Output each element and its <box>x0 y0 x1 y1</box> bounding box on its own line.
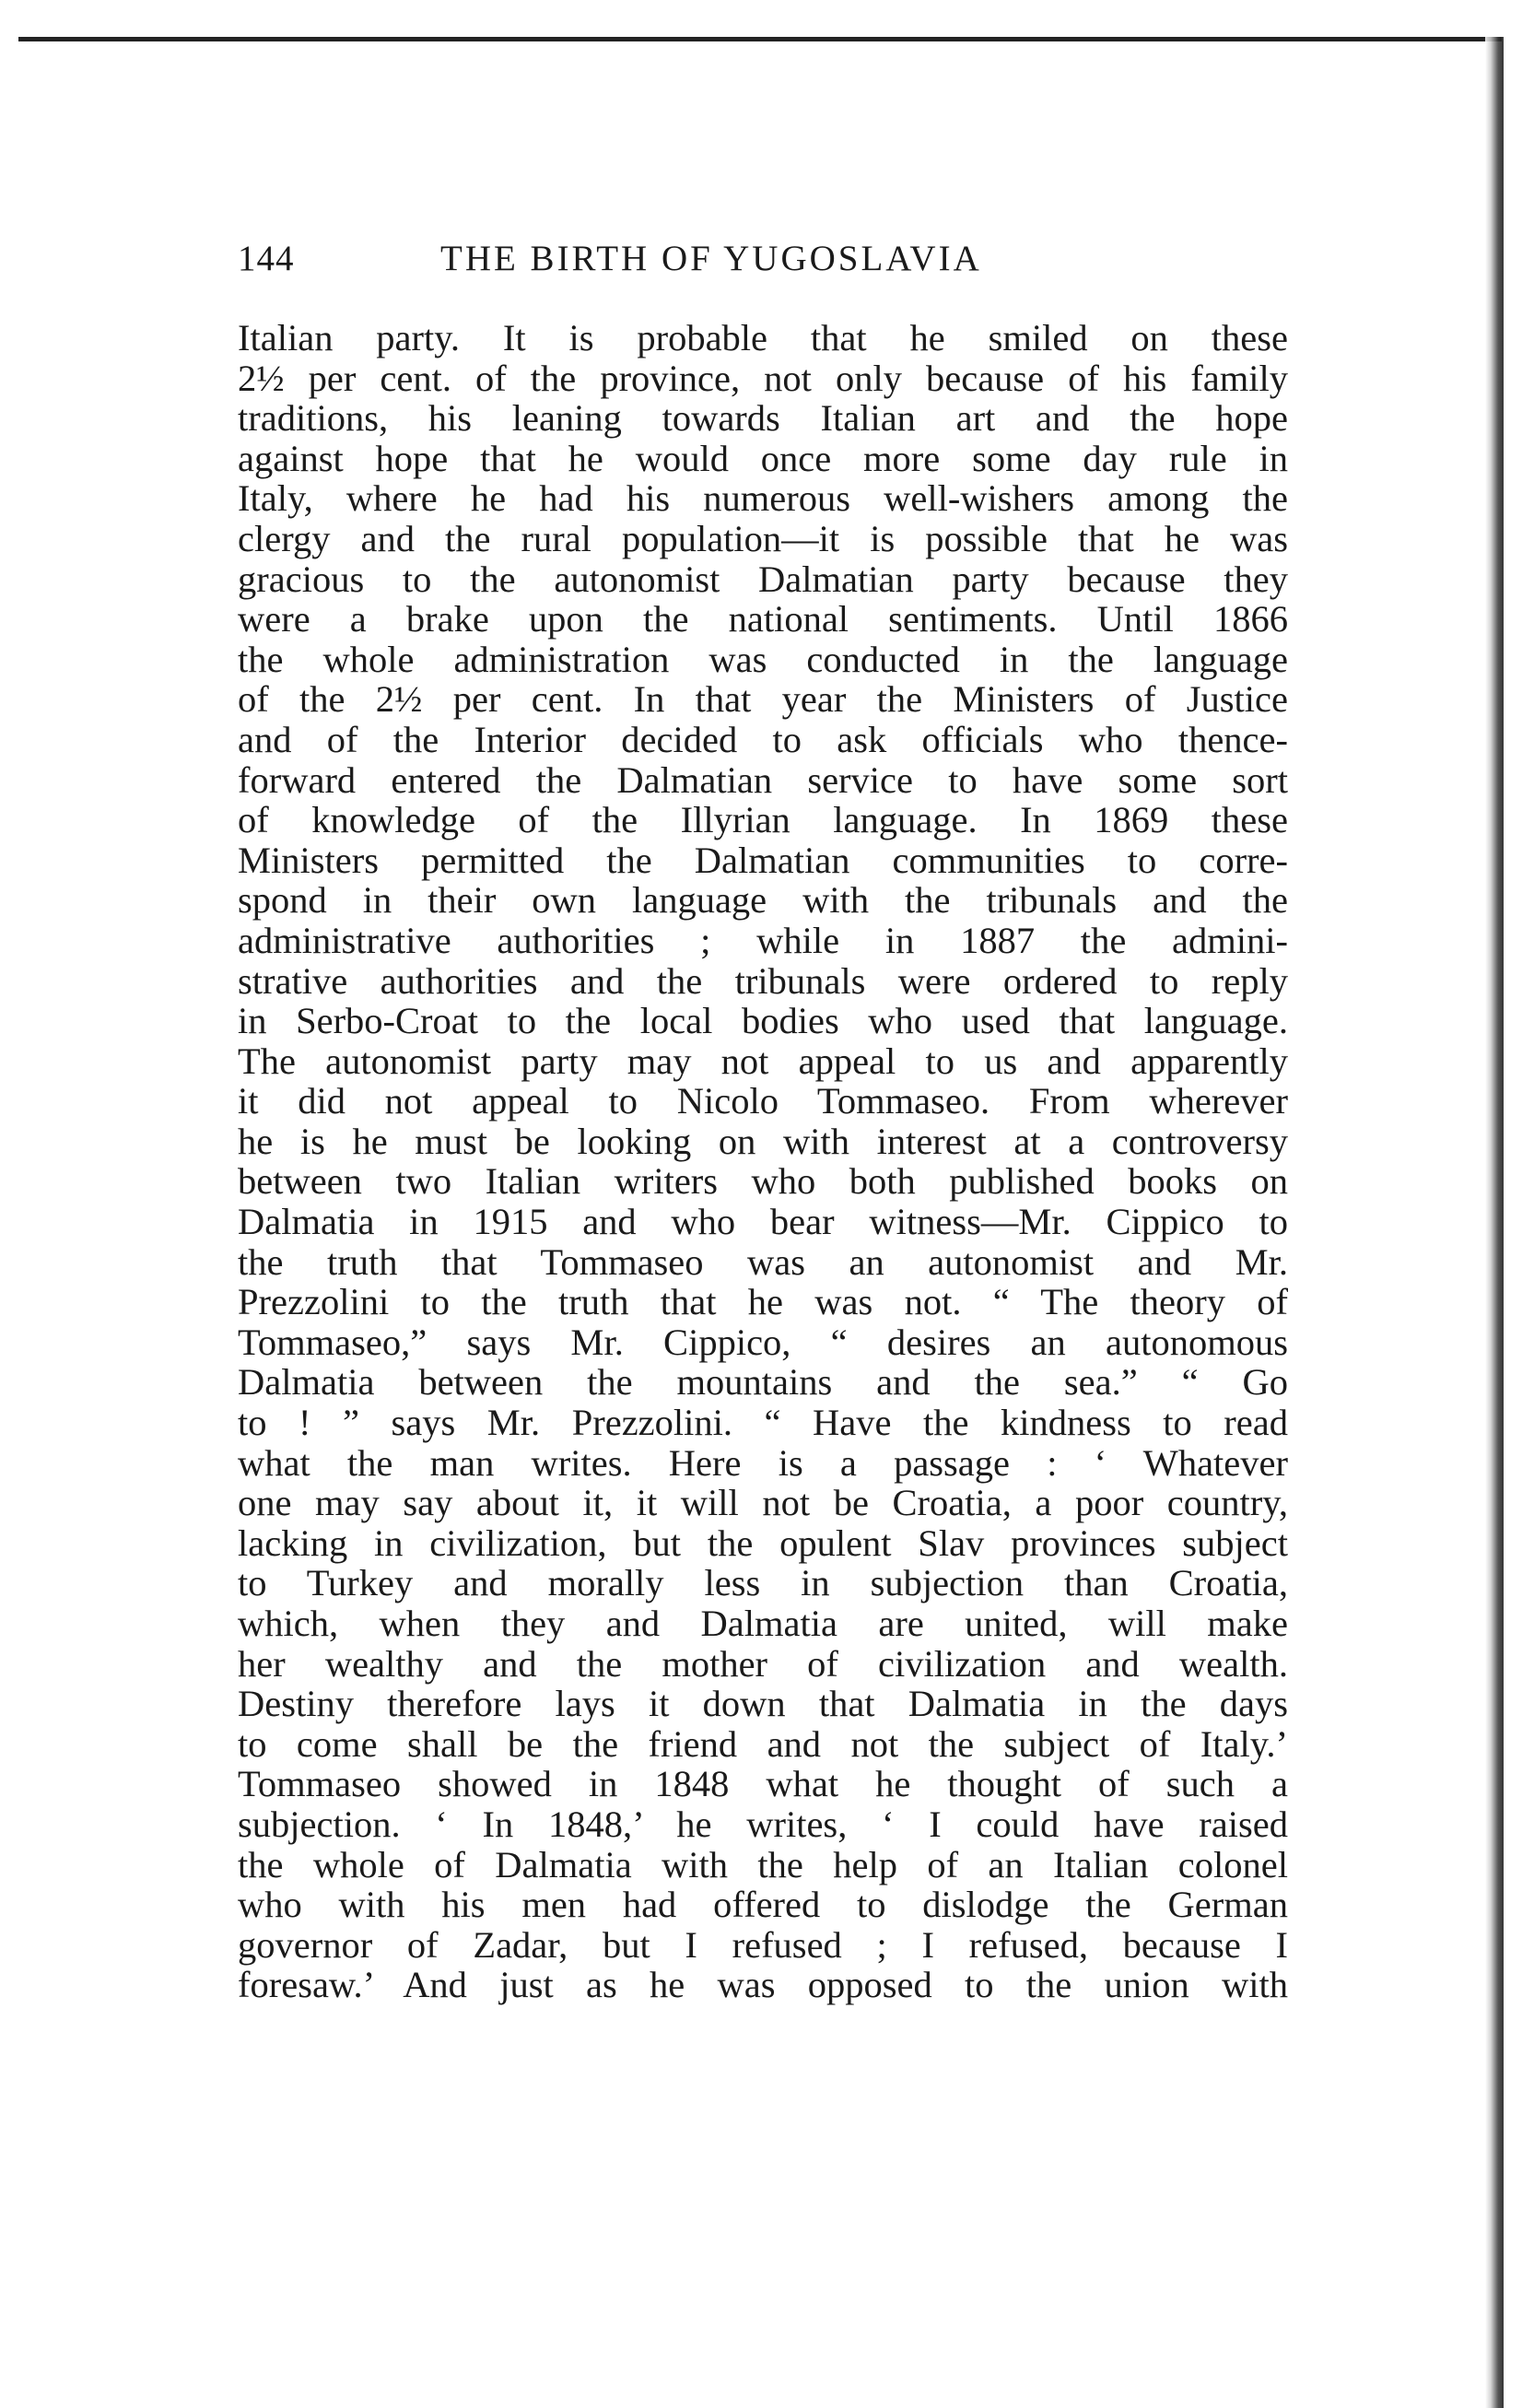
running-header <box>238 236 1288 282</box>
text-line: what the man writes. Here is a passage : ‘ Whatever <box>238 1441 1288 1484</box>
page-number: 144 <box>238 239 295 278</box>
text-line: administrative authorities ; while in 1887 the admini- <box>238 919 1288 961</box>
text-line: 2½ per cent. of the province, not only because of his family <box>238 357 1288 399</box>
text-line: Tommaseo showed in 1848 what he thought of such a <box>238 1763 1288 1805</box>
text-line: Ministers permitted the Dalmatian communities to corre- <box>238 839 1288 881</box>
text-line: to ! ” says Mr. Prezzolini. “ Have the kindness to read <box>238 1402 1288 1444</box>
text-line: one may say about it, it will not be Croatia, a poor country, <box>238 1482 1288 1524</box>
body-text <box>238 318 1288 2005</box>
text-line: her wealthy and the mother of civilization and wealth. <box>238 1642 1288 1685</box>
text-line: the whole administration was conducted in the language <box>238 638 1288 680</box>
text-line: lacking in civilization, but the opulent Slav provinces subject <box>238 1521 1288 1564</box>
text-line: governor of Zadar, but I refused ; I refused, because I <box>238 1923 1288 1966</box>
text-line: forward entered the Dalmatian service to have some sort <box>238 758 1288 801</box>
page-edge-shadow <box>1485 37 1504 2408</box>
text-line: in Serbo-Croat to the local bodies who used that language. <box>238 1000 1288 1042</box>
text-line: the whole of Dalmatia with the help of an Italian colonel <box>238 1843 1288 1885</box>
text-line: foresaw.’ And just as he was opposed to the union with <box>238 1964 1288 2006</box>
text-line: Italy, where he had his numerous well-wishers among the <box>238 477 1288 520</box>
text-line: to come shall be the friend and not the subject of Italy.’ <box>238 1722 1288 1765</box>
text-line: Italian party. It is probable that he smiled on these <box>238 317 1288 358</box>
text-line: strative authorities and the tribunals were ordered to reply <box>238 959 1288 1002</box>
text-line: it did not appeal to Nicolo Tommaseo. From wherever <box>238 1080 1288 1122</box>
text-line: Destiny therefore lays it down that Dalmatia in the days <box>238 1683 1288 1725</box>
text-line: clergy and the rural population—it is possible that he was <box>238 517 1288 559</box>
text-line: of knowledge of the Illyrian language. In 1869 these <box>238 799 1288 841</box>
text-line: between two Italian writers who both published books on <box>238 1160 1288 1203</box>
text-line: of the 2½ per cent. In that year the Ministers of Justice <box>238 678 1288 721</box>
text-line: traditions, his leaning towards Italian art and the hope <box>238 397 1288 440</box>
top-border-rule <box>18 37 1502 41</box>
text-line: Prezzolini to the truth that he was not. “ The theory of <box>238 1281 1288 1323</box>
text-line: and of the Interior decided to ask officials who thence- <box>238 718 1288 760</box>
text-line: who with his men had offered to dislodge the German <box>238 1884 1288 1926</box>
text-line: which, when they and Dalmatia are united, will make <box>238 1603 1288 1644</box>
text-line: The autonomist party may not appeal to us and apparently <box>238 1040 1288 1082</box>
text-line: subjection. ‘ In 1848,’ he writes, ‘ I could have raised <box>238 1803 1288 1845</box>
text-line: the truth that Tommaseo was an autonomist and Mr. <box>238 1240 1288 1283</box>
text-line: gracious to the autonomist Dalmatian party because they <box>238 558 1288 600</box>
text-line: against hope that he would once more some day rule in <box>238 437 1288 479</box>
text-line: he is he must be looking on with interest at a controversy <box>238 1120 1288 1162</box>
text-line: to Turkey and morally less in subjection than Croatia, <box>238 1562 1288 1604</box>
running-title: THE BIRTH OF YUGOSLAVIA <box>440 239 982 278</box>
text-line: Dalmatia in 1915 and who bear witness—Mr. Cippico to <box>238 1201 1288 1243</box>
text-line: Tommaseo,” says Mr. Cippico, “ desires an autonomous <box>238 1321 1288 1363</box>
text-line: were a brake upon the national sentiments. Until 1866 <box>238 598 1288 640</box>
text-line: spond in their own language with the tribunals and the <box>238 879 1288 922</box>
text-line: Dalmatia between the mountains and the sea.” “ Go <box>238 1361 1288 1404</box>
